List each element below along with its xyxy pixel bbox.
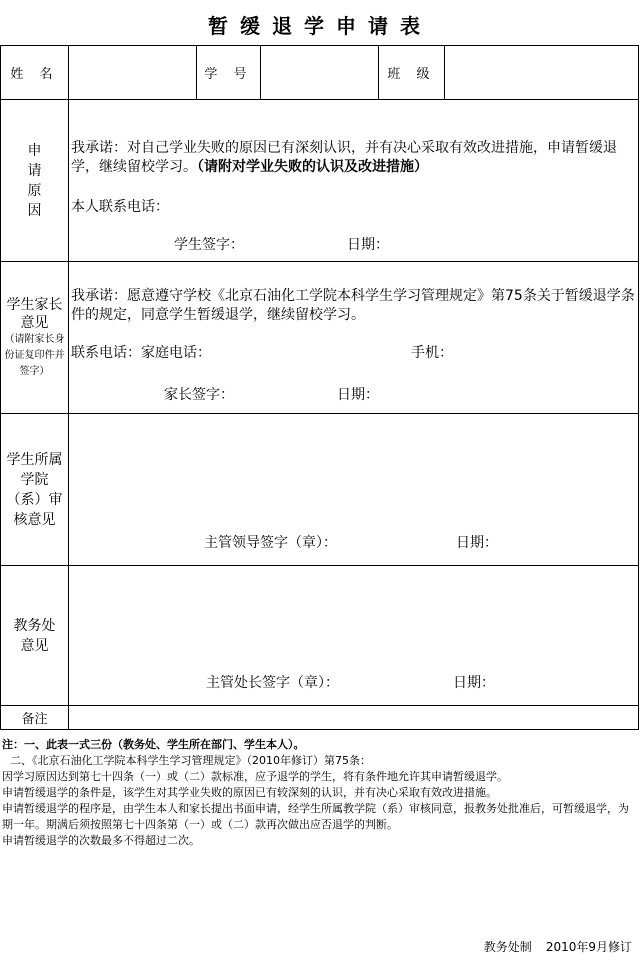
- college-review-label-line: 学院: [20, 471, 49, 488]
- class-field[interactable]: [445, 46, 639, 100]
- parent-opinion-label-note: （请附家长身份证复印件并签字）: [4, 333, 65, 377]
- parent-date-label: 日期：: [337, 387, 379, 403]
- name-label: 姓 名: [1, 46, 69, 100]
- parent-signature-label: 家长签字：: [164, 387, 234, 403]
- parent-opinion-label-main: 学生家长意见: [6, 296, 63, 331]
- parent-opinion-label: [1, 262, 69, 414]
- academic-affairs-label-line: 意见: [20, 637, 49, 654]
- college-review-label-line: （系）审: [6, 491, 63, 508]
- academic-affairs-label-line: 教务处: [13, 617, 56, 634]
- remarks-field[interactable]: [69, 706, 639, 730]
- college-review-label-line: 核意见: [13, 511, 56, 528]
- student-date-label: 日期：: [347, 237, 389, 253]
- note-line: 二、《北京石油化工学院本科学生学习管理规定》（2010年修订）第75条：: [10, 754, 371, 767]
- note-line: 申请暂缓退学的程序是，由学生本人和家长提出书面申请，经学生所属教学院（系）审核同意，报教务处批准后，可暂缓退学，为期一年。期满后须按照第七十四条第（一）或（二）款再次做出应否退学的判断。: [2, 802, 629, 831]
- application-reason-char: 请: [27, 162, 42, 179]
- note-line: [2, 737, 634, 753]
- footer: [470, 938, 632, 955]
- college-date-label: 日期：: [456, 535, 498, 551]
- academic-affairs-content[interactable]: [69, 566, 639, 706]
- application-reason-char: 因: [27, 202, 42, 219]
- parent-mobile-label: 手机：: [411, 345, 453, 361]
- parent-pledge: 我承诺：愿意遵守学校《北京石油化工学院本科学生学习管理规定》第75条关于暂缓退学条件的规定，同意学生暂缓退学，继续留校学习。: [71, 288, 635, 323]
- note-line: 申请暂缓退学的条件是，该学生对其学业失败的原因已有较深刻的认识，并有决心采取有效改进措施。: [2, 786, 497, 799]
- note-heading: 注：一、此表一式三份（教务处、学生所在部门、学生本人）。: [2, 738, 305, 751]
- application-pledge: [71, 139, 636, 177]
- student-id-field[interactable]: [261, 46, 379, 100]
- name-field[interactable]: [69, 46, 197, 100]
- academic-affairs-signature-label: 主管处长签字（章）：: [206, 675, 339, 691]
- application-form-table: [0, 45, 639, 730]
- student-signature-label: 学生签字：: [174, 237, 244, 253]
- footer-issuer: 教务处制: [483, 940, 532, 954]
- application-reason-char: 申: [27, 142, 42, 159]
- class-label: 班 级: [379, 46, 445, 100]
- footer-revision: 2010年9月修订: [545, 940, 632, 954]
- notes-section: [2, 737, 634, 849]
- college-review-content[interactable]: [69, 414, 639, 566]
- college-signature-label: 主管领导签字（章）：: [204, 535, 337, 551]
- application-pledge-text: 我承诺：对自己学业失败的原因已有深刻认识，并有决心采取有效改进措施，申请暂缓退学，继续留校学习。: [71, 140, 617, 175]
- academic-affairs-label: [1, 566, 69, 706]
- academic-affairs-date-label: 日期：: [453, 675, 495, 691]
- note-line: 申请暂缓退学的次数最多不得超过二次。: [2, 834, 200, 847]
- college-review-label: [1, 414, 69, 566]
- parent-phone-label: 联系电话：家庭电话：: [71, 345, 211, 361]
- application-reason-label: [1, 100, 69, 262]
- remarks-label: 备注: [1, 706, 69, 730]
- application-pledge-note: （请附对学业失败的认识及改进措施）: [197, 159, 428, 175]
- student-phone-label: 本人联系电话：: [71, 199, 169, 215]
- student-id-label: 学 号: [197, 46, 261, 100]
- application-reason-content[interactable]: [69, 100, 639, 262]
- note-line: 因学习原因达到第七十四条（一）或（二）款标准，应予退学的学生，将有条件地允许其申请暂缓退学。: [2, 770, 508, 783]
- application-reason-char: 原: [27, 182, 42, 199]
- form-title: 暂缓退学申请表: [208, 14, 432, 38]
- college-review-label-line: 学生所属: [6, 451, 63, 468]
- parent-opinion-content[interactable]: [69, 262, 639, 414]
